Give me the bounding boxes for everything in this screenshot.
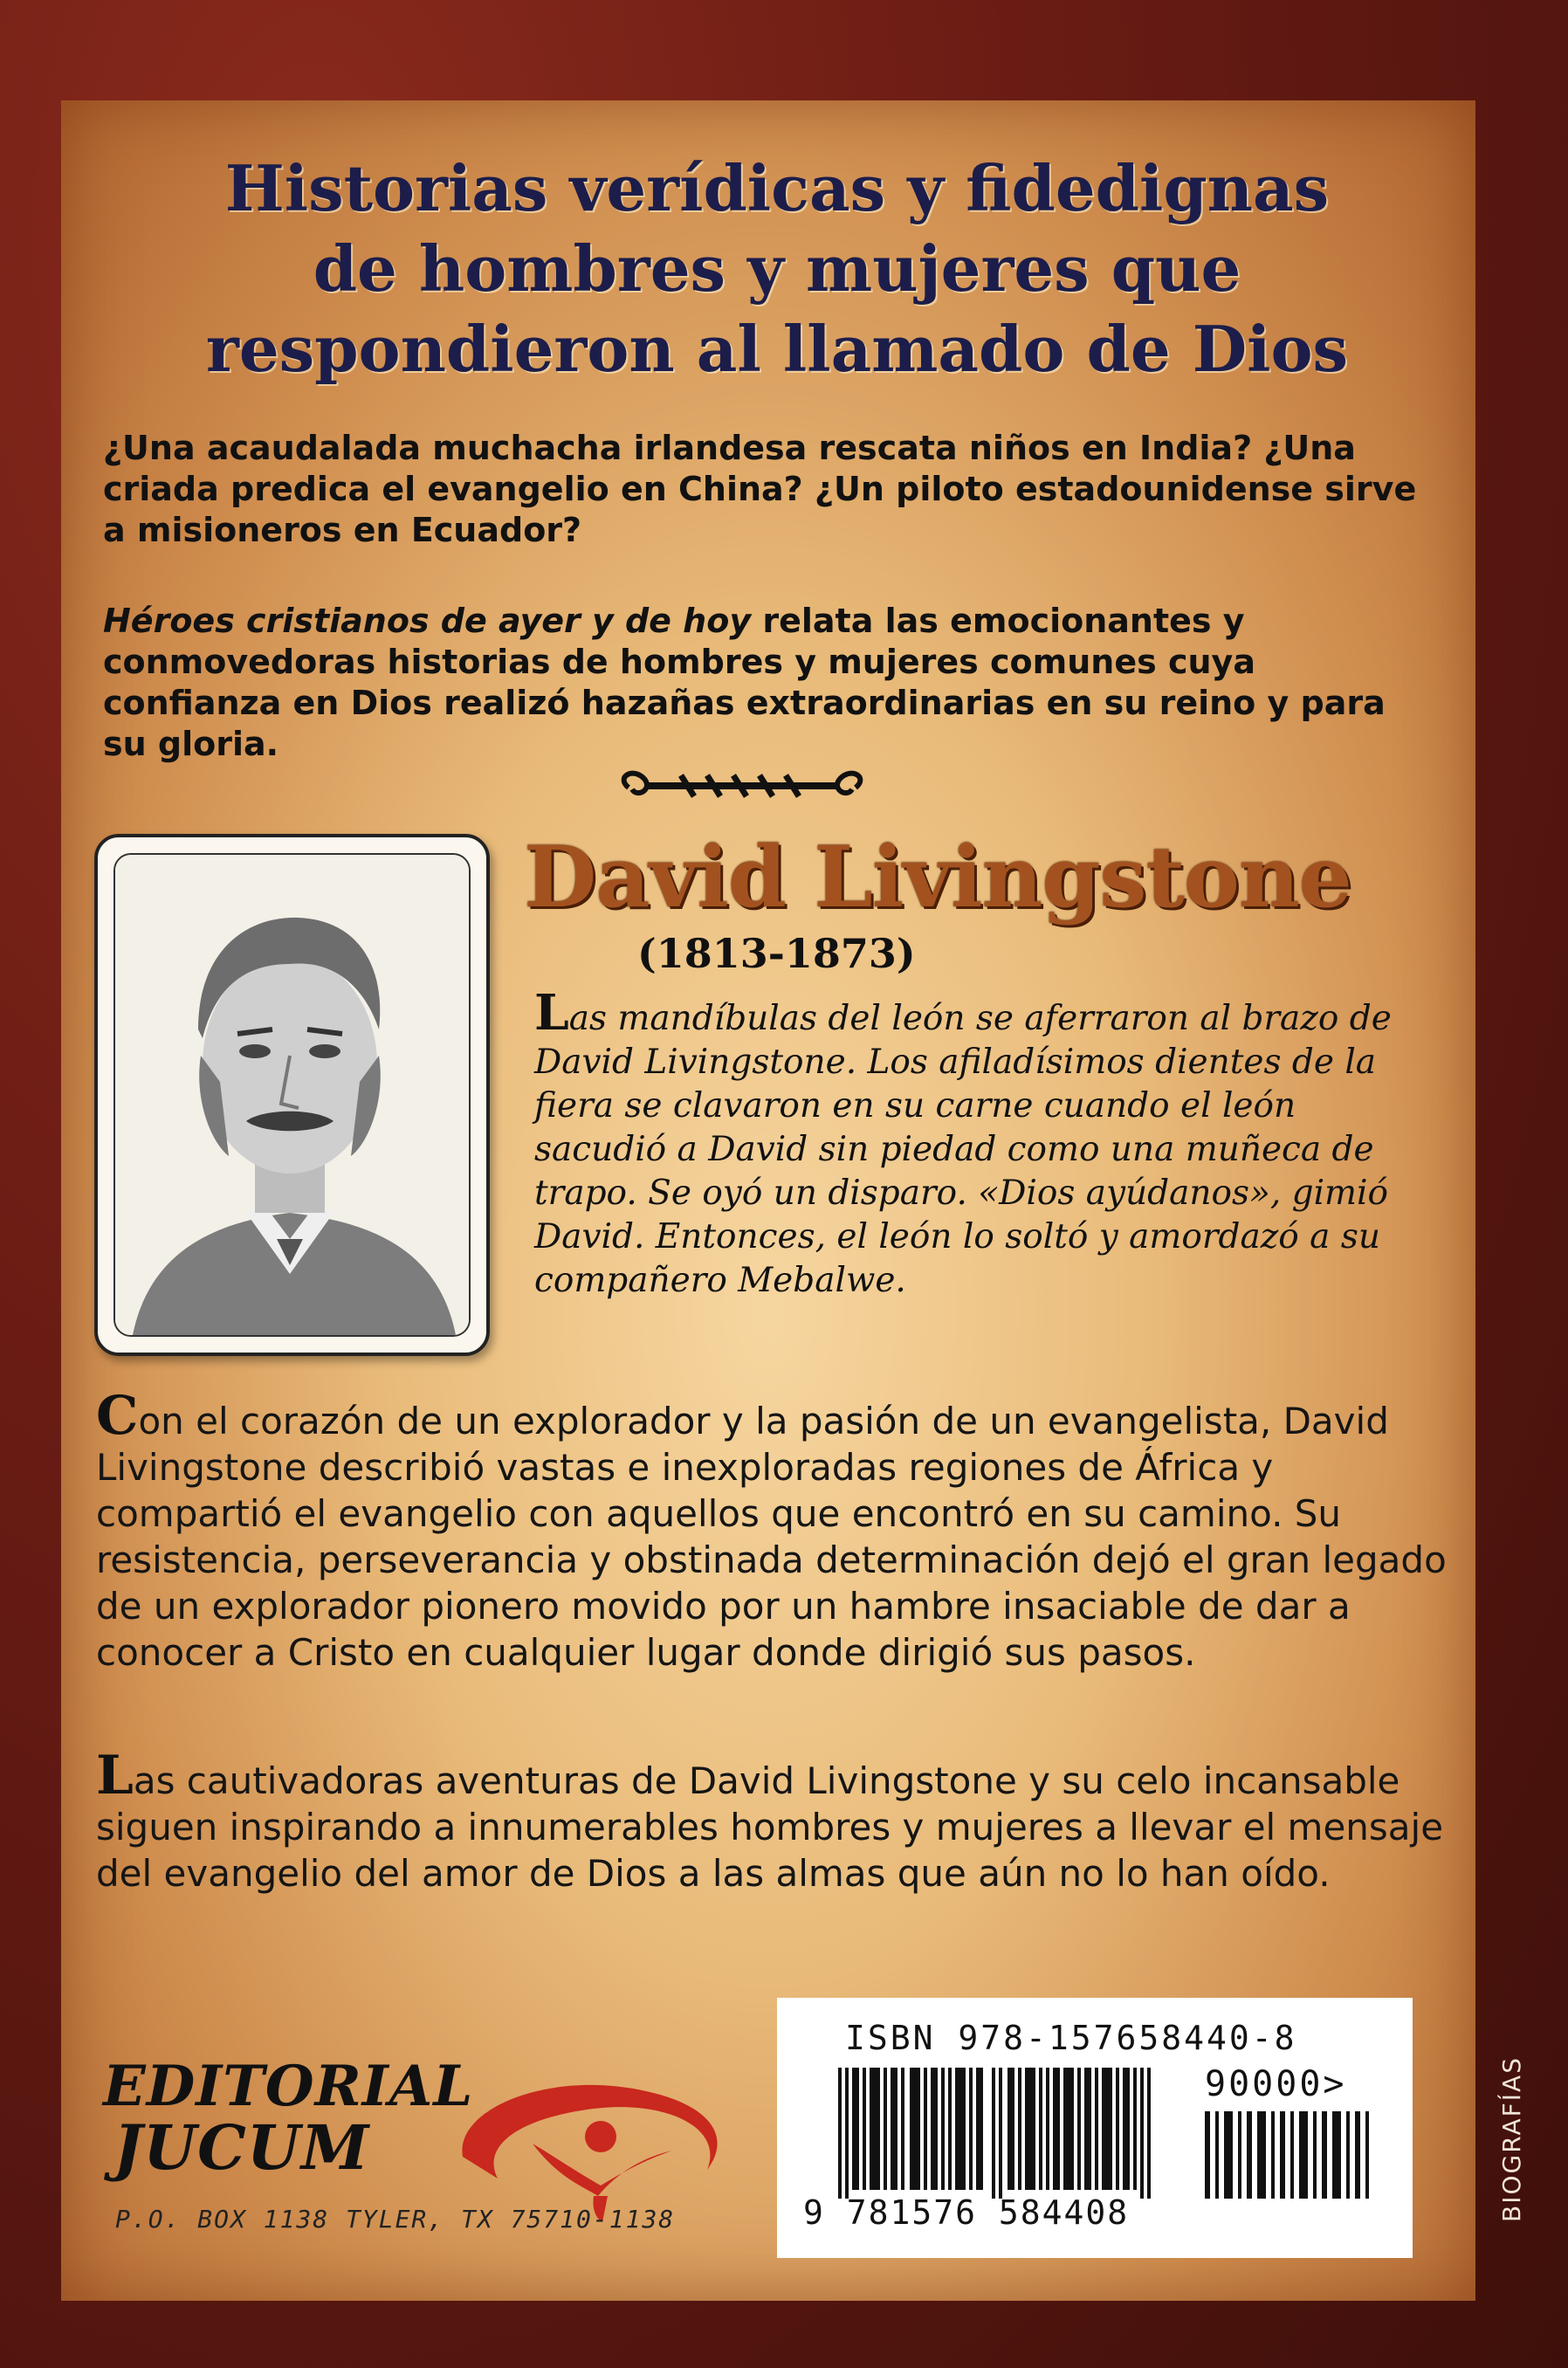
- paragraph-2-drop-cap: L: [96, 1745, 134, 1807]
- paragraph-1-drop-cap: C: [96, 1385, 139, 1447]
- headline: [96, 148, 1458, 389]
- intro-questions: ¿Una acaudalada muchacha irlandesa rescata niños en India? ¿Una criada predica el evangelio en China? ¿Un piloto estadounidense sirve a misioneros en Ecuador?: [103, 429, 1417, 549]
- publisher-logo-icon: [445, 2074, 733, 2222]
- publisher-block: [96, 2056, 725, 2257]
- headline-line-2: de hombres y mujeres que: [313, 231, 1241, 306]
- paragraph-2-text: as cautivadoras aventuras de David Livingstone y su celo incansable siguen inspirando a innumerables hombres y mujeres a llevar el mensaje del evangelio del amor de Dios a las almas que aún no lo han oído.: [96, 1759, 1444, 1895]
- story-drop-cap: L: [534, 984, 569, 1042]
- barcode-box: [777, 1998, 1413, 2258]
- body-paragraph-2: [96, 1745, 1458, 1896]
- publisher-name-line-2: JUCUM: [113, 2111, 370, 2184]
- price-code: 90000>: [1205, 2064, 1347, 2104]
- ean-barcode-icon: [838, 2068, 1170, 2199]
- livingstone-portrait-icon: [115, 855, 469, 1335]
- publisher-name-line-1: EDITORIAL: [103, 2054, 474, 2119]
- ean-digits: 9 781576 584408: [803, 2193, 1130, 2232]
- bio-story: [534, 984, 1434, 1303]
- portrait-image: [113, 853, 471, 1337]
- bio-years: (1813-1873): [637, 930, 916, 977]
- addon-barcode-icon: [1205, 2111, 1379, 2199]
- publisher-address: P.O. BOX 1138 TYLER, TX 75710-1138: [115, 2205, 676, 2234]
- story-text: as mandíbulas del león se aferraron al brazo de David Livingstone. Los afiladísimos dientes de la fiera se clavaron en su carne cuando el león sacudió a David sin piedad como una muñeca de trapo. Se oyó un disparo. «Dios ayúdanos», gimió David. Entonces, el león lo soltó y amordazó a su compañero Mebalwe.: [534, 999, 1392, 1300]
- isbn-number: ISBN 978-157658440-8: [845, 2019, 1297, 2057]
- series-description-text: relata las emocionantes y conmovedoras historias de hombres y mujeres comunes cuya confianza en Dios realizó hazañas extraordinarias en su reino y para su gloria.: [103, 602, 1386, 763]
- ornament-divider-icon: [611, 760, 873, 812]
- body-paragraph-1: [96, 1385, 1458, 1676]
- headline-line-3: respondieron al llamado de Dios: [205, 312, 1349, 386]
- portrait-frame: [94, 834, 490, 1356]
- headline-line-1: Historias verídicas y fidedignas: [224, 151, 1330, 225]
- bio-name: David Livingstone: [524, 828, 1351, 926]
- category-label: BIOGRAFÍAS: [1497, 2056, 1526, 2222]
- series-title: Héroes cristianos de ayer y de hoy: [103, 602, 752, 640]
- series-description: [103, 601, 1439, 765]
- paragraph-1-text: on el corazón de un explorador y la pasión de un evangelista, David Livingstone describió vastas e inexploradas regiones de África y compartió el evangelio con aquellos que encontró en su camino. Su resistencia, perseverancia y obstinada determinación dejó el gran legado de un explorador pionero movido por un hambre insaciable de dar a conocer a Cristo en cualquier lugar donde dirigió sus pasos.: [96, 1400, 1447, 1674]
